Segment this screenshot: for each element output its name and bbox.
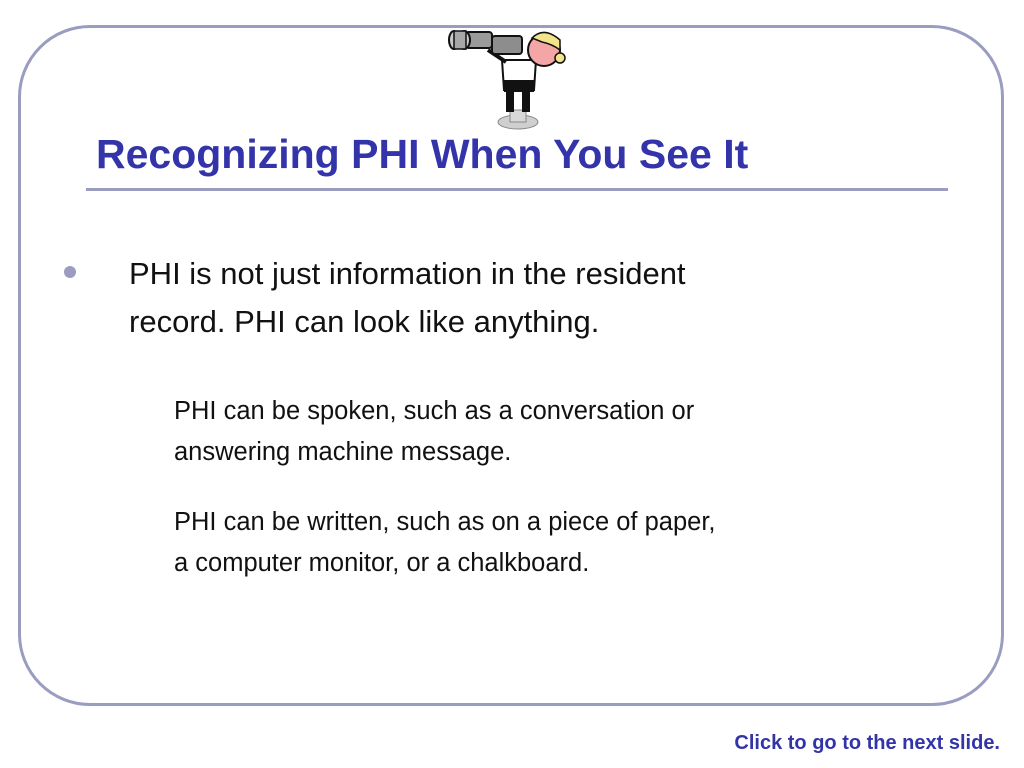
- slide-title: Recognizing PHI When You See It: [96, 131, 749, 177]
- sub-point-spoken: [174, 391, 934, 473]
- sub-point-line: PHI can be written, such as on a piece of paper,: [174, 508, 716, 536]
- bullet-dot-icon: [64, 266, 76, 278]
- bullet-line: record. PHI can look like anything.: [129, 304, 600, 339]
- sub-point-line: a computer monitor, or a chalkboard.: [174, 549, 590, 577]
- binoculars-person-icon: [448, 22, 576, 130]
- sub-point-line: PHI can be spoken, such as a conversation or: [174, 397, 695, 425]
- title-underline: [86, 188, 948, 191]
- sub-point-written: [174, 502, 934, 584]
- sub-point-line: answering machine message.: [174, 438, 512, 466]
- bullet-point: [129, 250, 889, 346]
- next-slide-link[interactable]: Click to go to the next slide.: [734, 732, 1000, 754]
- bullet-line: PHI is not just information in the resident: [129, 256, 686, 291]
